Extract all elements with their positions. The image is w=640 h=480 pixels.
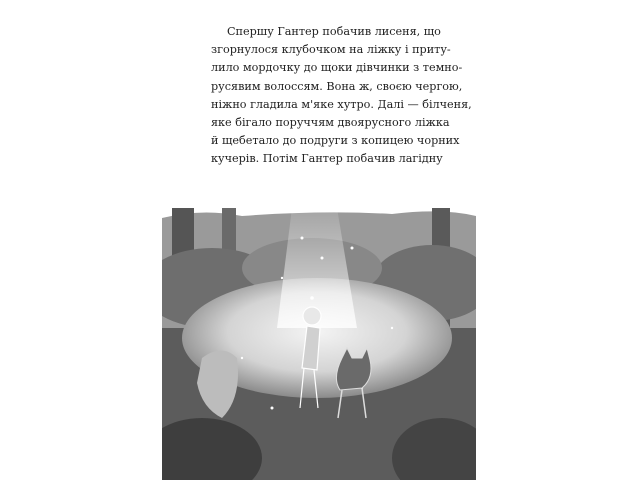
text-line: й щебетало до подруги з копицею чорних bbox=[211, 134, 460, 148]
story-paragraph bbox=[211, 23, 472, 169]
text-line: ніжно гладила м'яке хутро. Далі — білченя, bbox=[211, 97, 472, 111]
forest-illustration bbox=[162, 208, 476, 480]
text-line: згорнулося клубочком на ліжку і приту- bbox=[211, 43, 451, 57]
text-line: кучерів. Потім Гантер побачив лагідну bbox=[211, 152, 443, 166]
text-line: Спершу Гантер побачив лисеня, що bbox=[227, 25, 441, 38]
text-line: яке бігало поруччям двоярусного ліжка bbox=[211, 116, 450, 130]
text-line: лило мордочку до щоки дівчинки з темно- bbox=[211, 61, 463, 75]
text-line: русявим волоссям. Вона ж, своєю чергою, bbox=[211, 79, 463, 93]
